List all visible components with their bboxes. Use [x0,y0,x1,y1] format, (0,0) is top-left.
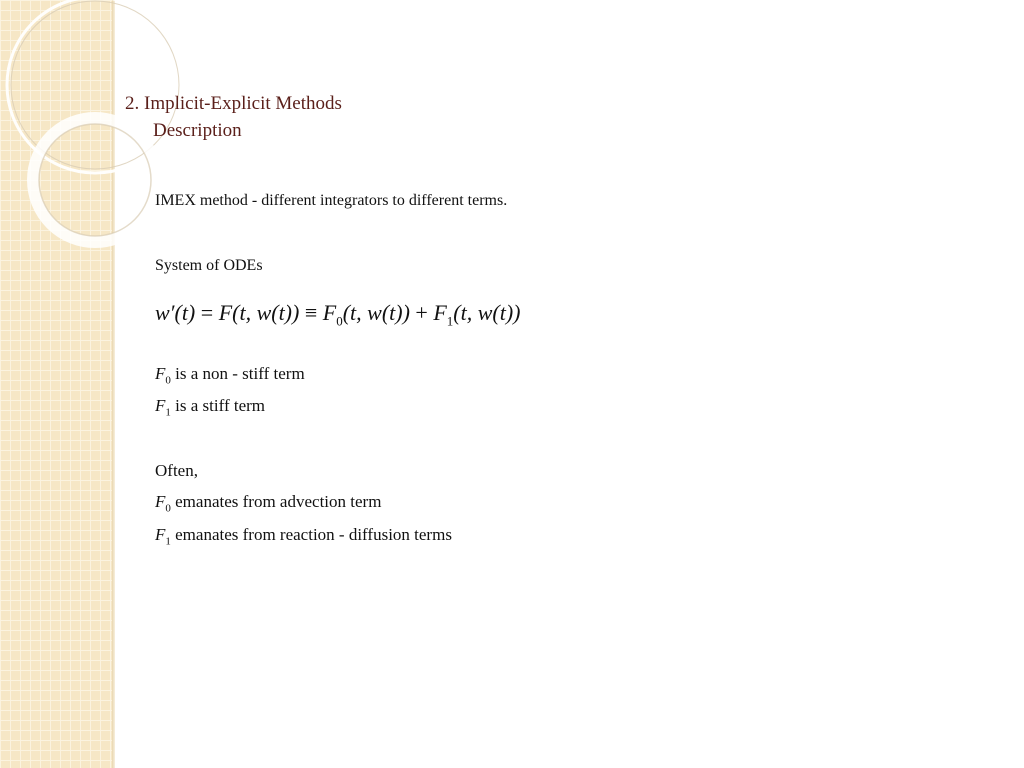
often-subscript: 0 [165,502,171,515]
equation-f1: F [433,300,447,325]
equation-plus: + [409,300,434,325]
often-label: Often, [155,461,198,480]
definition-subscript: 1 [165,406,171,419]
often-text: emanates from advection term [170,492,382,511]
equation-equiv: ≡ [299,300,323,325]
often-symbol: F [155,492,166,511]
equation-f1-args: (t, w(t)) [453,300,521,325]
definition-symbol: F [155,364,166,383]
equation-rhs: F(t, w(t)) [218,300,300,325]
often-text: emanates from reaction - diffusion terms [170,525,452,544]
equation-f1-sub: 1 [446,313,454,329]
intro-text: IMEX method - different integrators to different terms. [155,192,508,209]
often-item-f1 [155,525,452,547]
definition-symbol: F [155,396,166,415]
definition-text: is a stiff term [170,396,266,415]
equation-f0-sub: 0 [336,313,343,329]
definition-subscript: 0 [165,374,171,387]
definition-text: is a non - stiff term [170,364,305,383]
equation-f0-args: (t, w(t)) [342,300,410,325]
definition-f0 [155,364,305,386]
ode-equation [155,300,521,329]
equation-lhs: w′(t) [155,300,196,325]
definition-f1 [155,396,265,418]
slide-title [125,90,342,144]
often-symbol: F [155,525,166,544]
often-item-f0 [155,492,381,514]
system-label: System of ODEs [155,257,263,274]
often-subscript: 1 [165,535,171,548]
title-line-1: 2. Implicit-Explicit Methods [125,93,342,114]
equation-f0: F [322,300,337,325]
equation-equals: = [195,300,219,325]
title-line-2: Description [153,120,242,141]
